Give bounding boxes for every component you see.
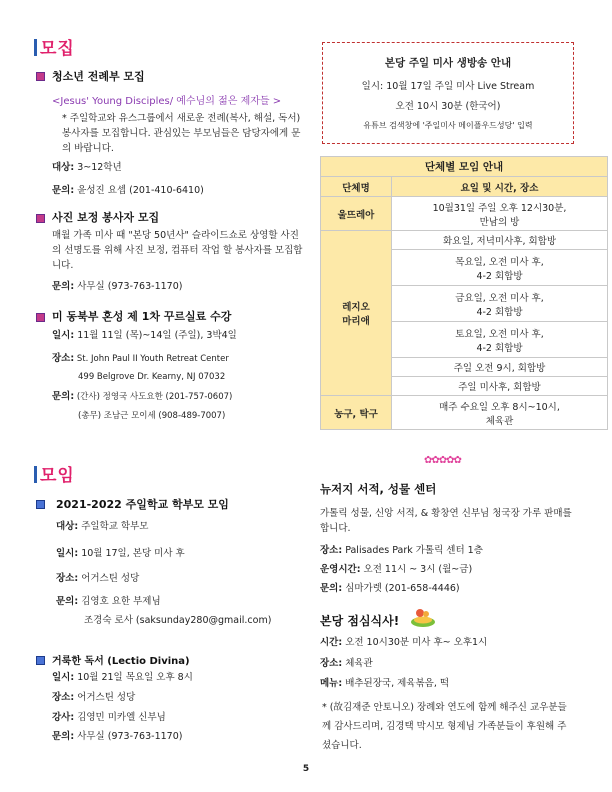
livestream-line3: 유튜브 검색창에 '주일미사 메이플우드성당' 입력	[363, 121, 533, 130]
schedule-line: 10월31일 주일 오후 12시30분,	[432, 202, 567, 214]
label: 운영시간:	[320, 564, 361, 575]
schedule-line: 금요일, 오전 미사 후,	[455, 292, 544, 304]
label: 대상:	[56, 521, 79, 532]
label: 문의:	[56, 596, 79, 607]
label: 문의:	[320, 583, 343, 594]
value: 윤성진 요셉 (201-410-6410)	[77, 185, 204, 196]
value: 김영호 요한 부제님	[81, 596, 161, 607]
group-schedule	[392, 250, 608, 286]
schedule-line: 체육관	[485, 415, 514, 427]
lunch-menu	[320, 676, 449, 691]
schedule-line: 토요일, 오전 미사 후,	[455, 328, 544, 340]
group-schedule	[392, 197, 608, 231]
bullet-icon	[36, 500, 45, 509]
value: (간사) 정영국 사도요한 (201-757-0607)	[76, 392, 233, 402]
label: 일시:	[56, 548, 79, 559]
label: 장소:	[320, 658, 343, 669]
lunch-time	[320, 635, 487, 650]
value: 3~12학년	[77, 162, 122, 173]
col-header-name: 단체명	[321, 177, 392, 197]
retreat-place2: 499 Belgrove Dr. Kearny, NJ 07032	[78, 372, 226, 382]
lunch-note: * (故김재준 안토니오) 장례와 연도에 함께 해주신 교우분들께 감사드리며, 김경택 막시모 형제님 가족분들이 후원해 주셨습니다.	[322, 702, 567, 751]
youth-target	[52, 160, 122, 175]
books-hours	[320, 562, 472, 577]
livestream-line2: 오전 10시 30분 (한국어)	[395, 101, 501, 112]
group-schedule	[392, 286, 608, 322]
parents-date	[56, 546, 185, 561]
parents-place	[56, 571, 139, 586]
group-schedule: 화요일, 저녁미사후, 회합방	[392, 231, 608, 250]
retreat-title: 미 동북부 혼성 제 1차 꾸르실료 수강	[52, 310, 232, 323]
parents-title: 2021-2022 주일학교 학부모 모임	[56, 498, 229, 511]
value: 10월 21일 목요일 오후 8시	[77, 672, 193, 683]
bullet-icon	[36, 72, 45, 81]
bullet-icon	[36, 313, 45, 322]
value: 사무실 (973-763-1170)	[77, 281, 183, 292]
group-name: 농구, 탁구	[321, 396, 392, 430]
youth-contact	[52, 183, 204, 198]
label: 장소:	[52, 353, 75, 364]
schedule-line: 만남의 방	[479, 216, 520, 228]
lunch-place	[320, 656, 373, 671]
retreat-date	[52, 328, 237, 343]
section-title-text: 모집	[40, 39, 75, 59]
label: 대상:	[52, 162, 75, 173]
value: 어거스틴 성당	[77, 692, 136, 703]
bullet-icon	[36, 214, 45, 223]
label: 장소:	[56, 573, 79, 584]
lectio-place	[52, 690, 135, 705]
value: 심마가렛 (201-658-4446)	[345, 583, 460, 594]
label: 문의:	[52, 391, 75, 402]
group-name: 울뜨레아	[321, 197, 392, 231]
label: 장소:	[320, 545, 343, 556]
retreat-contact2: (총무) 조남근 모이세 (908-489-7007)	[78, 411, 226, 421]
books-contact	[320, 581, 460, 596]
group-schedule: 주일 오전 9시, 회합방	[392, 358, 608, 377]
lectio-lecturer	[52, 710, 166, 725]
value: 어거스틴 성당	[81, 573, 140, 584]
lectio-contact	[52, 729, 182, 744]
group-name	[321, 231, 392, 396]
retreat-place	[52, 351, 229, 367]
schedule-line: 4-2 회합방	[476, 342, 523, 354]
title-bar	[34, 39, 37, 56]
livestream-title: 본당 주일 미사 생방송 안내	[384, 57, 512, 69]
label: 일시:	[52, 672, 75, 683]
group-schedule: 주일 미사후, 회합방	[392, 377, 608, 396]
value: 사무실 (973-763-1170)	[77, 731, 183, 742]
lectio-title: 거룩한 독서 (Lectio Divina)	[52, 656, 190, 667]
value: Palisades Park 가톨릭 센터 1층	[345, 545, 483, 556]
livestream-box	[322, 42, 574, 144]
youth-title: 청소년 전례부 모집	[52, 70, 145, 83]
label: 시간:	[320, 637, 343, 648]
group-name-line: 마리애	[342, 316, 370, 327]
value: 체육관	[345, 658, 373, 669]
group-table	[320, 156, 608, 430]
page-number: 5	[302, 764, 310, 774]
label: 메뉴:	[320, 678, 343, 689]
group-name-line: 레지오	[342, 302, 370, 313]
label: 문의:	[52, 281, 75, 292]
label: 장소:	[52, 692, 75, 703]
section-title-recruit	[34, 34, 75, 59]
label: 문의:	[52, 185, 75, 196]
youth-body: * 주일학교와 유스그룹에서 새로운 전례(복사, 해설, 독서) 봉사자를 모집합니다. 관심있는 부모님들은 담당자에게 문의 바랍니다.	[62, 113, 301, 154]
label: 강사:	[52, 712, 75, 723]
retreat-contact1	[52, 389, 232, 405]
value: 주일학교 학부모	[81, 521, 149, 532]
photo-title: 사진 보정 봉사자 모집	[52, 211, 160, 224]
value: 오전 10시30분 미사 후~ 오후1시	[345, 637, 488, 648]
schedule-line: 목요일, 오전 미사 후,	[455, 256, 544, 268]
value: 11월 11일 (목)~14일 (주일), 3박4일	[77, 330, 237, 341]
photo-body: 매월 가족 미사 때 "본당 50년사" 슬라이드쇼로 상영할 사진의 선명도를 위해 사진 보정, 컴퓨터 작업 할 봉사자를 모집합니다.	[52, 230, 303, 271]
schedule-line: 4-2 회합방	[476, 270, 523, 282]
books-place	[320, 543, 483, 558]
parents-contact2: 조경숙 로사 (saksunday280@gmail.com)	[84, 615, 272, 626]
value: St. John Paul II Youth Retreat Center	[76, 354, 229, 364]
group-schedule	[392, 322, 608, 358]
group-schedule	[392, 396, 608, 430]
value: 배추된장국, 제육볶음, 떡	[345, 678, 450, 689]
label: 일시:	[52, 330, 75, 341]
value: 10월 17일, 본당 미사 후	[81, 548, 185, 559]
parents-contact1	[56, 594, 161, 609]
group-table-title: 단체별 모임 안내	[321, 157, 608, 177]
photo-contact	[52, 279, 182, 294]
value: 김영민 미카엘 신부님	[77, 712, 166, 723]
livestream-line1: 일시: 10월 17일 주일 미사 Live Stream	[361, 81, 535, 92]
section-title-meeting	[34, 461, 75, 486]
schedule-line: 매주 수요일 오후 8시~10시,	[439, 401, 560, 413]
col-header-time: 요일 및 시간, 장소	[392, 177, 608, 197]
parents-target	[56, 519, 148, 534]
lunch-title: 본당 점심식사!	[320, 614, 400, 628]
youth-subtitle: <Jesus' Young Disciples/ 예수님의 젊은 제자들 >	[52, 96, 282, 107]
title-bar	[34, 466, 37, 483]
schedule-line: 4-2 회합방	[476, 306, 523, 318]
books-body: 가톨릭 성물, 신앙 서적, & 황창연 신부님 청국장 가루 판매를 합니다.	[320, 508, 572, 534]
bullet-icon	[36, 656, 45, 665]
food-tray-icon	[410, 604, 436, 630]
flower-decoration-icon: ✿✿✿✿✿	[424, 455, 461, 466]
section-title-text: 모임	[40, 466, 75, 486]
label: 문의:	[52, 731, 75, 742]
value: 오전 11시 ~ 3시 (월~금)	[363, 564, 473, 575]
lectio-date	[52, 670, 193, 685]
books-title: 뉴저지 서적, 성물 센터	[320, 482, 437, 496]
